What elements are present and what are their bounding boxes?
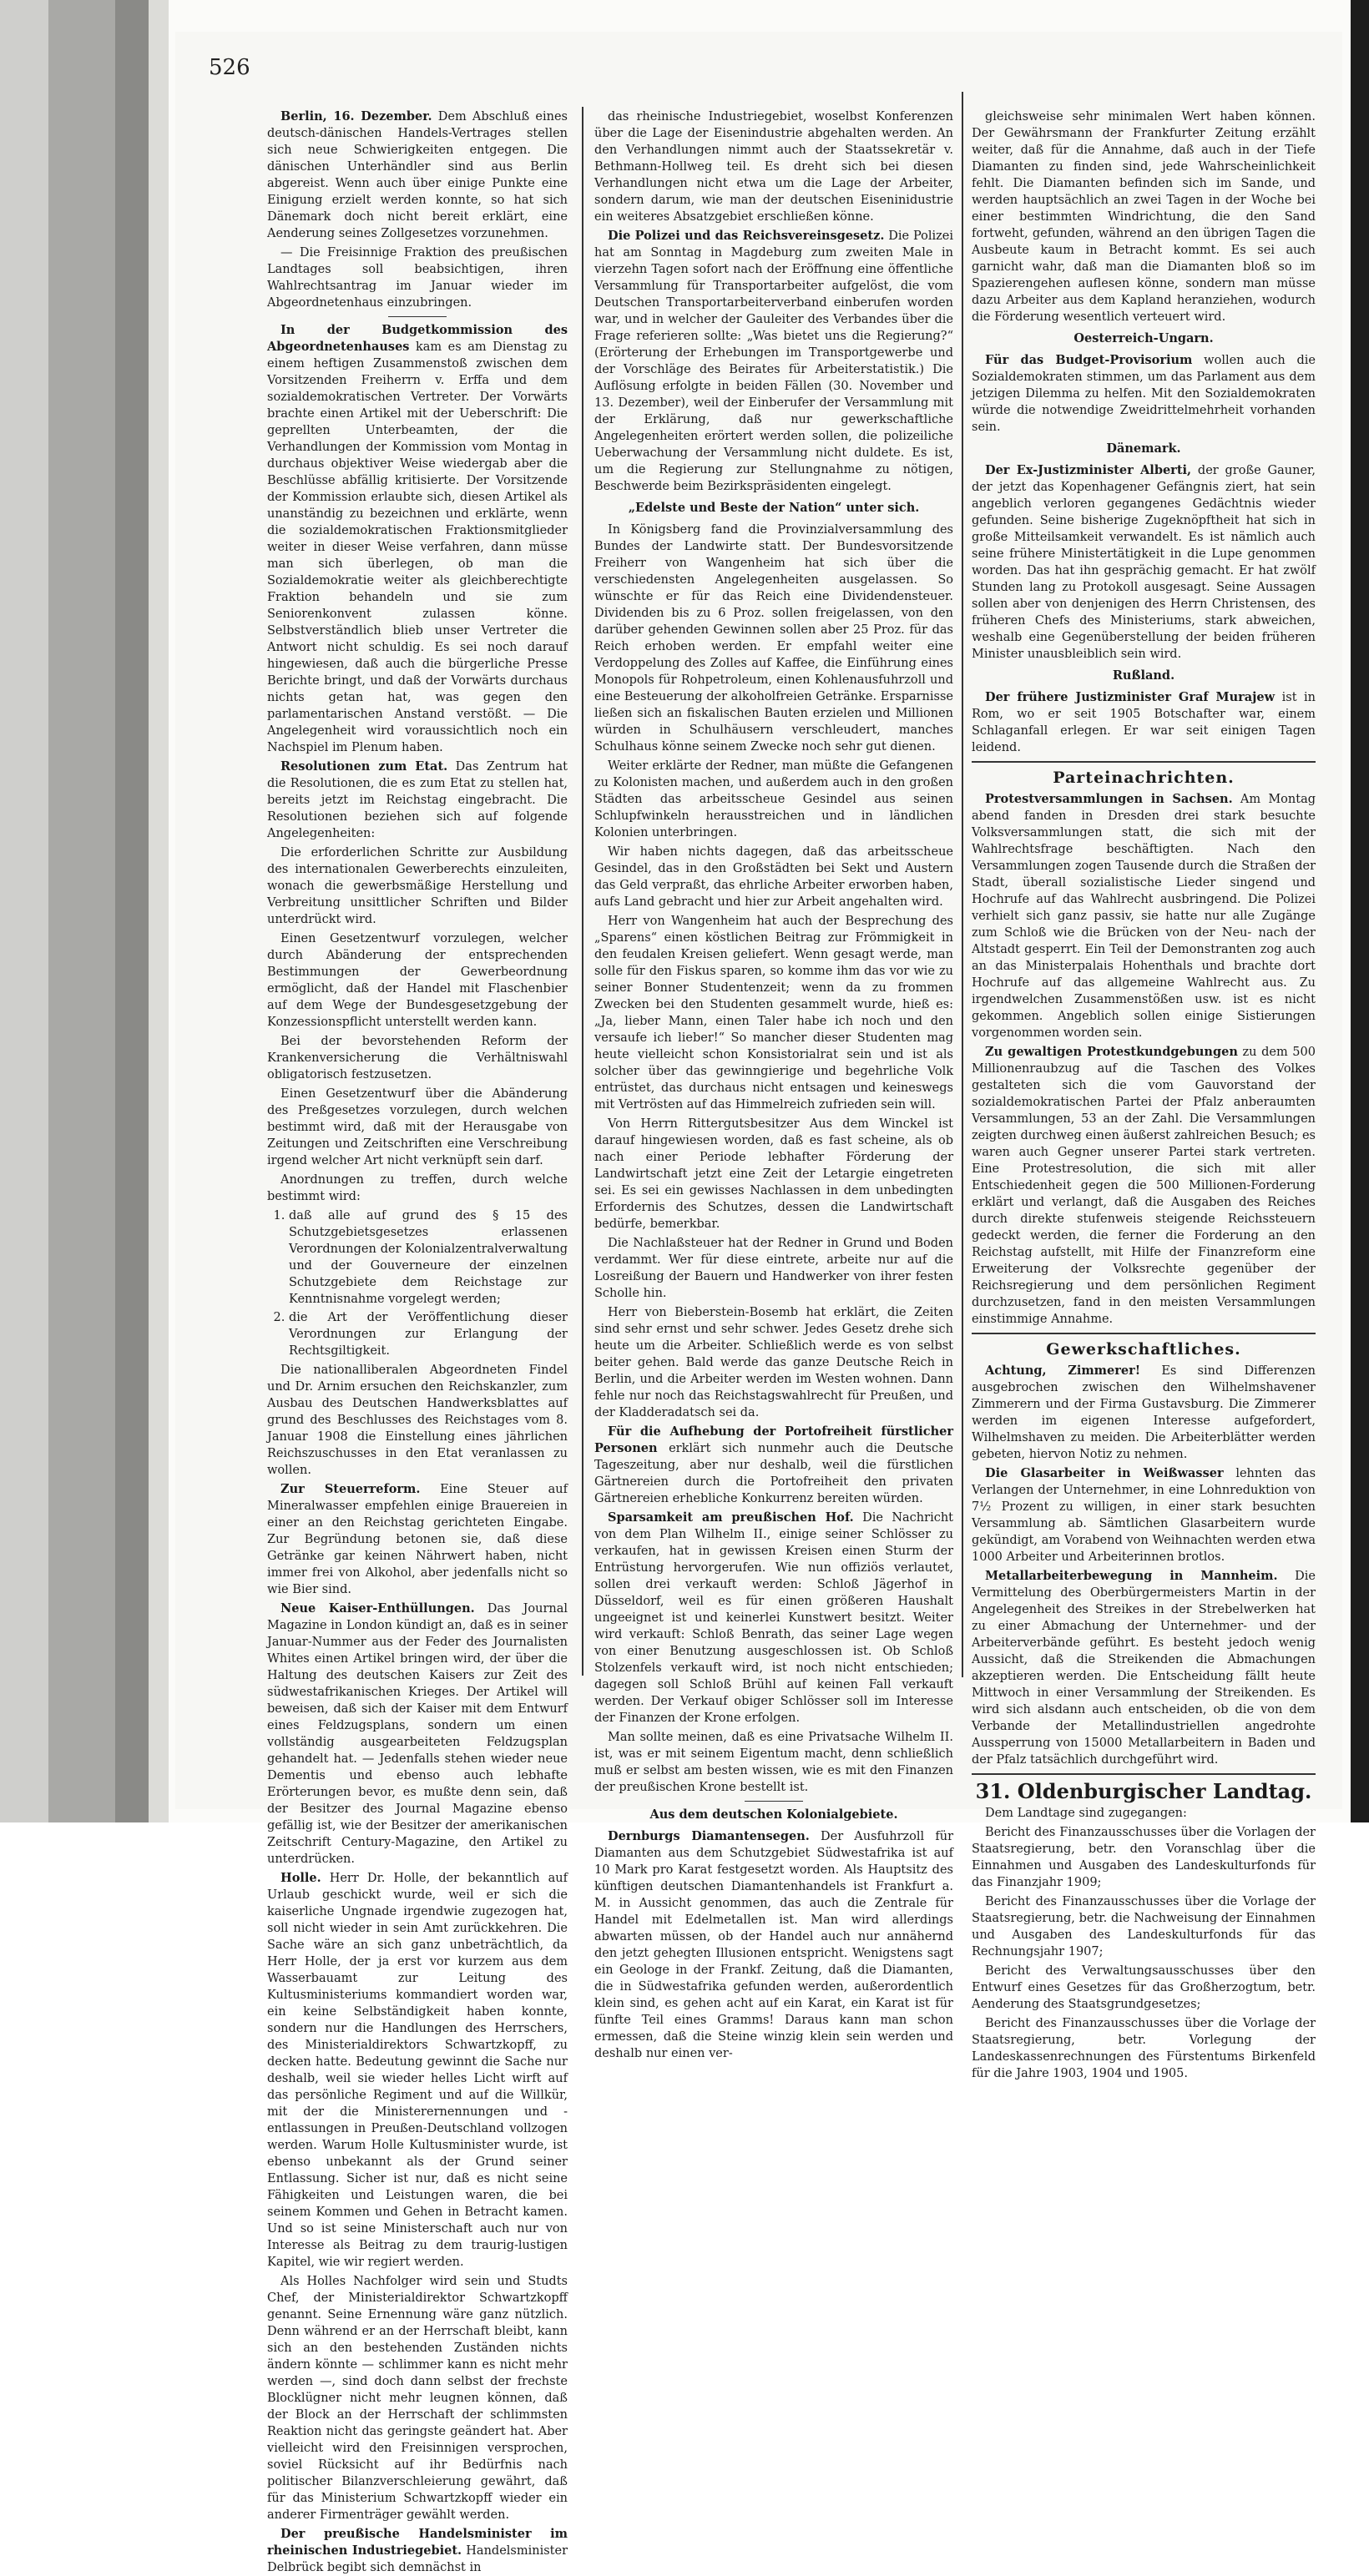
article-text: Bericht des Finanzausschusses über die Vorlage der Staatsregierung, betr. Vorlegung der Landeskassenrechnungen des Fürstentums Birkenfeld für die Jahre 1903, 1904 und 1905.: [972, 2017, 1316, 2080]
article-text: gleichsweise sehr minimalen Wert haben können. Der Gewährsmann der Frankfurter Zeitung erzählt weiter, daß für die Annahme, daß auch in der Tiefe Diamanten zu finden sind, jede Wahrscheinlichkeit fehlt. Die Diamanten befinden sich im Sande, und werden hauptsächlich an zwei Tagen in der Woche bei einer bestimmten Windrichtung, die den Sand fortweht, gefunden, während an den übrigen Tagen die Ausbeute kaum in Betracht kommt. Es sei auch garnicht wahr, daß man die Diamanten bloß so im Spazierengehen auflesen könne, sondern man müsse dazu Arbeiter aus dem Kapland heranziehen, wodurch die Förderung wesentlich verteuert wird.: [972, 110, 1316, 324]
article-heading: Resolutionen zum Etat.: [280, 759, 448, 774]
article-heading: Der frühere Justizminister Graf Murajew: [985, 690, 1276, 704]
article-heading: Holle.: [280, 1871, 321, 1885]
column-rule: [962, 92, 963, 1677]
section-rule: [972, 1333, 1316, 1334]
section-heading: Gewerkschaftliches.: [1046, 1340, 1241, 1359]
article-text: Einen Gesetzentwurf vorzulegen, welcher durch Abänderung der entsprechenden Bestimmungen der Gewerbeordnung ermöglicht, daß der Handel mit Flaschenbier auf dem Wege der Bundesgesetzgebung der Konzessionspflicht unterstellt werden kann.: [267, 932, 568, 1029]
article-text: Von Herrn Rittergutsbesitzer Aus dem Winckel ist darauf hingewiesen worden, daß es fast scheine, als ob nach einer Periode lebhafter Förderung der Landwirtschaft jetzt eine Zeit der Letargie eingetreten sei. Es sei ein gewisses Nachlassen in dem unbedingten Erfordernis des Schutzes, dessen die Landwirtschaft bedürfe, bemerkbar.: [594, 1117, 953, 1231]
article-text: In Königsberg fand die Provinzialversammlung des Bundes der Landwirte statt. Der Bundesvorsitzende Freiherr von Wangenheim hat sich über die verschiedensten Angelegenheiten ausgelassen. So wünschte er für das Reich eine Dividendensteuer. Dividenden bis zu 6 Proz. sollen freigelassen, von den darüber gehenden Gewinnen sollen aber 25 Proz. für das Reich erhoben werden. Er empfahl weiter eine Verdoppelung des Zolles auf Kaffee, die Einführung eines Monopols für Rohpetroleum, einen Kohlenausfuhrzoll und eine Besteuerung der alkoholfreien Getränke. Ersparnisse ließen sich an fiskalischen Bauten erzielen und Millionen würden in Schulhäusern verschleudert, manches Schulhaus könne seinem Zwecke noch sehr gut dienen.: [594, 523, 953, 754]
article-metallarbeiter: [972, 1568, 1316, 1768]
article-heading: Die Glasarbeiter in Weißwasser: [985, 1466, 1224, 1480]
article-protest-sachsen: [972, 791, 1316, 1041]
article-text: Anordnungen zu treffen, durch welche bestimmt wird:: [267, 1173, 568, 1203]
article-text: Das Zentrum hat die Resolutionen, die es zum Etat zu stellen hat, bereits jetzt im Reichstag eingebracht. Die Resolutionen beziehen sich auf folgende Angelegenheiten:: [267, 760, 568, 840]
article-berlin: [267, 108, 568, 242]
book-spine-edge: [0, 0, 48, 1822]
page-number: 526: [209, 55, 250, 80]
numbered-list: [267, 1207, 568, 1359]
article-text: Bericht des Verwaltungsausschusses über den Entwurf eines Gesetzes für das Großherzogtum, betr. Aenderung des Staatsgrundgesetzes;: [972, 1964, 1316, 2011]
article-text: Die nationalliberalen Abgeordneten Findel und Dr. Arnim ersuchen den Reichskanzler, zum Ausbau des Deutschen Handwerksblattes auf grund des Beschlusses des Reichstages vom 8. Januar 1908 die Einstellung eines jährlichen Reichszuschusses in den Etat veranlassen zu wollen.: [267, 1364, 568, 1477]
article-text: der große Gauner, der jetzt das Kopenhagener Gefängnis ziert, hat sein angeblich verloren gegangenes Gedächtnis wieder gefunden. Seine bisherige Zugeknöpftheit hat sich in große Mitteilsamkeit verwandelt. Es ist nämlich auch seine frühere Ministertätigkeit in die Lupe genommen worden. Das hat ihn gesprächig gemacht. Er hat zwölf Stunden lang zu Protokoll ausgesagt. Seine Aussagen sollen aber von denjenigen des Herrn Christensen, des früheren Chefs des Ministeriums, stark abweichen, weshalb eine Gegenüberstellung der beiden früheren Minister unausbleiblich sein wird.: [972, 464, 1316, 661]
article-text: Als Holles Nachfolger wird sein und Studts Chef, der Ministerialdirektor Schwartzkopff genannt. Seine Ernennung wäre ganz nützlich. Denn während er an der Herrschaft bleibt, kann sich an den bestehenden Zuständen nichts ändern könnte — schlimmer kann es nicht mehr werden —, sind doch dann selbst der frechste Blocklügner nicht mehr leugnen können, daß der Block an der Herrschaft der schlimmsten Reaktion nicht das geringste geändert hat. Aber vielleicht wird den Freisinnigen versprochen, soviel Rücksicht auf ihr Bedürfnis nach politischer Bilanzverschleierung gewährt, daß für das Ministerium Schwartzkopff wieder ein anderer Firmenträger gewählt werden.: [267, 2275, 568, 2522]
article-text: Eine Steuer auf Mineralwasser empfehlen einige Brauereien in einer an den Reichstag gerichteten Eingabe. Zur Begründung betonen sie, daß diese Getränke gar keinen Nährwert haben, nicht immer frei von Alkohol, aber jedenfalls nicht so wie Bier sind.: [267, 1483, 568, 1596]
article-heading: Sparsamkeit am preußischen Hof.: [608, 1510, 854, 1525]
article-budget: [267, 322, 568, 756]
article-budget-provisorium: [972, 352, 1316, 436]
section-heading: Dänemark.: [1106, 441, 1181, 456]
article-heading: Zur Steuerreform.: [280, 1482, 421, 1496]
article-text: Bericht des Finanzausschusses über die Vorlagen der Staatsregierung, betr. den Voranschlag über die Einnahmen und Ausgaben des Landeskulturfonds für das Finanzjahr 1909;: [972, 1826, 1316, 1889]
separator: [745, 1801, 803, 1802]
article-text: erklärt sich nunmehr auch die Deutsche Tageszeitung, aber nur deshalb, weil die fürstlichen Gärtnereien durch die Portofreiheit den privaten Gärtnereien erhebliche Konkurrenz bereiten würden.: [594, 1442, 953, 1505]
section-heading: Rußland.: [1112, 668, 1175, 683]
section-heading: Parteinachrichten.: [1053, 769, 1235, 787]
article-text: das rheinische Industriegebiet, woselbst Konferenzen über die Lage der Eisenindustrie abgehalten werden. An den Verhandlungen nimmt auch der Staatssekretär v. Bethmann-Hollweg teil. Es dreht sich bei diesen Verhandlungen nicht etwa um die Lage der Arbeiter, sondern darum, wie man der deutschen Eiseninidustrie ein weiteres Absatzgebiet erschließen könne.: [594, 110, 953, 224]
article-handelsminister: [267, 2526, 568, 2576]
article-heading: Neue Kaiser-Enthüllungen.: [280, 1601, 475, 1616]
article-text: Weiter erklärte der Redner, man müßte die Gefangenen zu Kolonisten machen, und außerdem auch in den großen Städten das arbeitsscheue Gesindel aus seinen Schlupfwinkeln herausstreichen und in ländlichen Kolonien unterbringen.: [594, 759, 953, 839]
article-text: Herr von Wangenheim hat auch der Besprechung des „Sparens“ einen köstlichen Beitrag zur Frömmigkeit in den feudalen Kreisen geliefert. Wenn gesagt werde, man solle für den Fiskus sparen, so komme ihm das vor wie zu seiner Bonner Studentenzeit; wenn da zu frommen Zwecken bei den Studenten gesammelt wurde, hieß es: „Ja, lieber Mann, einen Taler habe ich noch und den versaufe ich lieber!“ So mancher dieser Studenten mag heute vielleicht schon Konsistorialrat sein und ist als solcher über das gewinngierige und begehrliche Volk entrüstet, das durchaus nicht entsagen und keineswegs mit Vertrösten auf das Himmelreich zufrieden sein will.: [594, 915, 953, 1112]
article-text: Bericht des Finanzausschusses über die Vorlage der Staatsregierung, betr. die Nachweisung der Einnahmen und Ausgaben des Landeskulturfonds für das Rechnungsjahr 1907;: [972, 1895, 1316, 1958]
article-text: lehnten das Verlangen der Unternehmer, in eine Lohnreduktion von 7½ Prozent zu willigen, in einer stark besuchten Versammlung ab. Sämtlichen Glasarbeitern wurde gekündigt, am Vorabend von Weihnachten werden etwa 1000 Arbeiter und Arbeiterinnen brotlos.: [972, 1467, 1316, 1564]
article-text: Dem Abschluß eines deutsch-dänischen Handels-Vertrages stellen sich neue Schwierigkeiten entgegen. Die dänischen Unterhändler sind aus Berlin abgereist. Wenn auch über einige Punkte eine Einigung erzielt werden konnte, so hat sich Dänemark doch nicht bereit erklärt, eine Aenderung seines Zollgesetzes vorzunehmen.: [267, 110, 568, 240]
article-holle: [267, 1870, 568, 2271]
section-heading: Oesterreich-Ungarn.: [1073, 331, 1214, 345]
article-text: Herr von Bieberstein-Bosemb hat erklärt, die Zeiten sind sehr ernst und sehr schwer. Jedes Gesetz drehe sich heute um die Arbeiter. Schließlich werde es von selbst beiter gehen. Bald werde das ganze Deutsche Reich in Berlin, und die Arbeiter werden im Westen wohnen. Dann fehle nur noch das Reichstagswahlrecht für Preußen, und der Kladderadatsch sei da.: [594, 1306, 953, 1419]
article-heading: Protestversammlungen in Sachsen.: [985, 792, 1233, 806]
section-heading: 31. Oldenburgischer Landtag.: [975, 1779, 1312, 1803]
book-spine-shadow: [48, 0, 115, 1822]
section-rule: [972, 761, 1316, 763]
column-rule: [582, 107, 583, 1676]
article-text: Die Nachricht von dem Plan Wilhelm II., einige seiner Schlösser zu verkaufen, hat in gewissen Kreisen einen Sturm der Entrüstung hervorgerufen. Wie nun offiziös verlautet, sollen drei verkauft werden: Schloß Jägerhof in Düsseldorf, weil es für einen größeren Haushalt ungeeignet ist und keinerlei Kunstwert besitzt. Weiter wird verkauft: Schloß Benrath, das seiner Lage wegen von einer Benutzung ausgeschlossen ist. Ob Schloß Stolzenfels verkauft wird, ist noch nicht entschieden; dagegen soll Schloß Brühl auf keinen Fall verkauft werden. Der Verkauf obiger Schlösser soll im Interesse der Finanzen der Krone erfolgen.: [594, 1511, 953, 1725]
article-text: Das Journal Magazine in London kündigt an, daß es in seiner Januar-Nummer aus der Feder des Journalisten Whites einen Artikel bringen wird, der über die Haltung des deutschen Kaisers zur Zeit des südwestafrikanischen Krieges. Der Artikel will beweisen, daß sich der Kaiser mit dem Entwurf eines Feldzugsplans, sondern um einen vollständig ausgearbeiteten Feldzugsplan gehandelt hat. — Jedenfalls stehen wieder neue Dementis und ebenso auch lebhafte Erörterungen bevor, es mußte denn sein, daß der Besitzer des Journal Magazine ebenso gefällig ist, wie der Besitzer der amerikanischen Zeitschrift Century-Magazine, den Artikel zu unterdrücken.: [267, 1602, 568, 1866]
article-porto: [594, 1424, 953, 1507]
article-text: Wir haben nichts dagegen, daß das arbeitsscheue Gesindel, das in den Großstädten bei Sekt und Austern das Geld verpraßt, das ehrliche Arbeiter erworben haben, aufs Land gebracht und hier zur Arbeit angehalten wird.: [594, 845, 953, 909]
article-steuer: [267, 1481, 568, 1598]
article-heading: Berlin, 16. Dezember.: [280, 109, 432, 124]
article-text: — Die Freisinnige Fraktion des preußischen Landtages soll beabsichtigen, ihren Wahlrechtsantrag im Januar wieder im Abgeordnetenhaus einzubringen.: [267, 246, 568, 310]
article-heading: Der Ex-Justizminister Alberti,: [985, 463, 1192, 477]
article-text: Die Polizei hat am Sonntag in Magdeburg zum zweiten Male in vierzehn Tagen sofort nach der Eröffnung eine öffentliche Versammlung für Transportarbeiter aufgelöst, die vom Deutschen Transportarbeiterverband einberufen worden war, und in welcher der Gauleiter des Verbandes über die Frage referieren sollte: „Was bietet uns die Regierung?“ (Erörterung der Erhebungen im Transportgewerbe und der Vorschläge des Beirates für Arbeiterstatistik.) Die Auflösung erfolgte in beiden Fällen (30. November und 13. Dezember), weil der Einberufer der Versammlung mit der Erklärung, daß nur gewerkschaftliche Angelegenheiten erörtert werden sollen, die polizeiliche Ueberwachung der Versammlung nicht duldete. Es ist, um die Regierung zur Stellungnahme zu nötigen, Beschwerde beim Bezirkspräsidenten eingelegt.: [594, 229, 954, 493]
article-text: zu dem 500 Millionenraubzug auf die Taschen des Volkes gestalteten sich die vom Gauvorstand der sozialdemokratischen Partei der Pfalz anberaumten Versammlungen, 53 an der Zahl. Die Versammlungen zeigten durchweg einen äußerst zahlreichen Besuch; es waren auch Gegner unserer Partei stark vertreten. Eine Protestresolution, die sich mit aller Entschiedenheit gegen die 500 Millionen-Forderung erklärt und verlangt, daß die Ausgaben des Reiches durch direkte stufenweis steigende Reichssteuern gedeckt werden, die ferner die Forderung an den Reichstag aufstellt, mit Hilfe der Finanzreform eine Erweiterung der Volksrechte gegenüber der Reichsregierung und dem persönlichen Regiment durchzusetzen, fand in den meisten Versammlungen einstimmige Annahme.: [972, 1046, 1316, 1326]
article-heading: Achtung, Zimmerer!: [985, 1364, 1141, 1378]
article-text: Man sollte meinen, daß es eine Privatsache Wilhelm II. ist, was er mit seinem Eigentum macht, denn schließlich muß er selbst am besten wissen, wie es mit den Finanzen der preußischen Krone bestellt ist.: [594, 1731, 953, 1794]
article-sparsamkeit: [594, 1510, 953, 1727]
article-murajew: [972, 689, 1316, 756]
article-heading: Die Polizei und das Reichsvereinsgesetz.: [608, 229, 885, 243]
column-1: [267, 108, 568, 2574]
list-item: 1. daß alle auf grund des § 15 des Schutzgebietsgesetzes erlassenen Verordnungen der Kolonialzentralverwaltung und der Gouverneure der einzelnen Schutzgebiete dem Reichstage zur Kenntnisnahme vorgelegt werden;: [289, 1207, 568, 1308]
article-protest-pfalz: [972, 1044, 1316, 1328]
article-polizei: [594, 228, 953, 495]
book-spine-gutter: [115, 0, 149, 1822]
section-rule: [972, 1773, 1316, 1775]
article-zimmerer: [972, 1363, 1316, 1463]
article-heading: „Edelste und Beste der Nation“ unter sich.: [628, 501, 920, 515]
article-heading: Metallarbeiterbewegung in Mannheim.: [985, 1569, 1278, 1583]
article-text: ist in Rom, wo er seit 1905 Botschafter war, einem Schlaganfall erlegen. Er war seit einigen Tagen leidend.: [972, 691, 1316, 754]
article-text: Der Ausfuhrzoll für Diamanten aus dem Schutzgebiet Südwestafrika ist auf 10 Mark pro Karat festgesetzt worden. Als Hauptsitz des künftigen deutschen Diamantenhandels ist Frankfurt a. M. in Aussicht genommen, das auch die Zentrale für Handel mit Edelmetallen ist. Man wird allerdings abwarten müssen, ob der Handel auch nur annähernd den jetzt gehegten Illusionen entspricht. Wenigstens sagt ein Geologe in der Frankf. Zeitung, daß die Diamanten, die in Südwestafrika gefunden werden, außerordentlich klein sind, es gehen acht auf ein Karat, ein Karat ist für fünfte Teil eines Gramms! Daraus kann man schon ermessen, daß die Steine winzig klein sein werden und deshalb nur einen ver-: [594, 1830, 953, 2060]
article-text: Es sind Differenzen ausgebrochen zwischen den Wilhelmshavener Zimmerern und der Firma Gustavsburg. Die Zimmerer werden im eigenen Interesse aufgefordert, Wilhelmshaven zu meiden. Die Arbeiterblätter werden gebeten, hiervon Notiz zu nehmen.: [972, 1364, 1316, 1461]
article-heading: Für das Budget-Provisorium: [985, 353, 1193, 367]
article-text: Die Vermittelung des Oberbürgermeisters Martin in der Angelegenheit des Streikes in der Strebelwerken hat zu einer Abmachung der Unternehmer- und der Arbeiterverbände geführt. Es besteht jedoch wenig Aussicht, daß die Streikenden die Abmachungen akzeptieren werden. Die Entscheidung fällt heute Mittwoch in einer Versammlung der Streikenden. Es wird sich alsdann auch entscheiden, ob die von dem Verbande der Metallindustriellen angedrohte Aussperrung von 15000 Metallarbeitern in Baden und der Pfalz tatsächlich durchgeführt wird.: [972, 1570, 1316, 1767]
article-text: Dem Landtage sind zugegangen:: [985, 1807, 1187, 1820]
article-heading: Für die Aufhebung der Portofreiheit fürstlicher Personen: [594, 1424, 953, 1455]
list-item: 2. die Art der Veröffentlichung dieser Verordnungen zur Erlangung der Rechtsgiltigkeit.: [289, 1309, 568, 1359]
article-text: Die Nachlaßsteuer hat der Redner in Grund und Boden verdammt. Wer für diese eintrete, arbeite nur auf die Losreißung der Bauern und Handwerker von ihrer festen Scholle hin.: [594, 1237, 953, 1300]
article-alberti: [972, 462, 1316, 663]
article-resolutions: [267, 759, 568, 842]
column-3: [972, 108, 1316, 2080]
article-text: wollen auch die Sozialdemokraten stimmen, um das Parlament aus dem jetzigen Dilemma zu helfen. Mit den Sozialdemokraten würde die notwendige Zweidrittelmehrheit vorhanden sein.: [972, 354, 1316, 434]
article-text: kam es am Dienstag zu einem heftigen Zusammenstoß zwischen dem Vorsitzenden Freiherrn v. Erffa und dem sozialdemokratischen Vertreter. Der Vorwärts brachte einen Artikel mit der Ueberschrift: Die geprellten Unterbeamten, der die Verhandlungen der Kommission vom Montag in durchaus objektiver Weise wiedergab aber die Beschlüsse abfällig kritisierte. Der Vorsitzende der Kommission erlaubte sich, diesen Artikel als unanständig zu bezeichnen und erklärte, wenn die sozialdemokratischen Fraktionsmitglieder weiter in dieser Weise verfahren, dann müsse man sich überlegen, ob man die Sozialdemokratie weiter als gleichberechtigte Fraktion behandeln und sie zum Seniorenkonvent zulassen könne. Selbstverständlich blieb unser Vertreter die Antwort nicht schuldig. Es sei noch darauf hingewiesen, daß auch die bürgerliche Presse Berichte bringt, und daß der Vorwärts durchaus nichts getan hat, was gegen den parlamentarischen Anstand verstößt. — Die Angelegenheit wird voraussichtlich noch ein Nachspiel im Plenum haben.: [267, 340, 568, 754]
book-page-stack: [149, 0, 169, 1822]
article-text: Bei der bevorstehenden Reform der Krankenversicherung die Verhältniswahl obligatorisch festzusetzen.: [267, 1035, 568, 1081]
section-heading: Aus dem deutschen Kolonialgebiete.: [649, 1807, 898, 1822]
article-text: Herr Dr. Holle, der bekanntlich auf Urlaub geschickt wurde, weil er sich die kaiserliche Ungnade irgendwie zugezogen hat, soll nicht wieder in sein Amt zurückkehren. Die Sache wäre an sich ganz unbeträchtlich, da Herr Holle, der ja erst vor kurzem aus dem Wasserbauamt zur Leitung des Kultusministeriums kommandiert worden war, ein keine Selbständigkeit haben konnte, sondern nur die Handlungen des Herrschers, des Ministerialdirektors Schwartzkopff, zu decken hatte. Bedeutung gewinnt die Sache nur deshalb, weil sie wieder helles Licht wirft auf das persönliche Regiment und auf die Willkür, mit der die Ministerernennungen und -entlassungen in Preußen-Deutschland vollzogen werden. Warum Holle Kultusminister wurde, ist ebenso unbekannt als der Grund seiner Entlassung. Sicher ist nur, daß es nicht seine Fähigkeiten und Leistungen waren, die bei seinem Kommen und Gehen in Betracht kamen. Und so ist seine Ministerschaft auch nur von Interesse als Beitrag zu dem traurig-lustigen Kapitel, wie wir regiert werden.: [267, 1872, 568, 2269]
article-heading: In der Budgetkommission des Abgeordnetenhauses: [267, 323, 568, 354]
article-kaiser: [267, 1601, 568, 1868]
article-text: Einen Gesetzentwurf über die Abänderung des Preßgesetzes vorzulegen, durch welchen bestimmt wird, daß mit der Herausgabe von Zeitungen und Zeitschriften eine Verschreibung irgend welcher Art nicht verknüpft sein darf.: [267, 1087, 568, 1167]
article-text: Die erforderlichen Schritte zur Ausbildung des internationalen Gewerberechts einzuleiten, wonach die gewerbsmäßige Herstellung und Verbreitung unsittlicher Schriften und Bilder unterdrückt wird.: [267, 846, 568, 926]
article-glasarbeiter: [972, 1465, 1316, 1565]
article-dernburg: [594, 1828, 953, 2062]
article-text: Handelsminister Delbrück begibt sich demnächst in: [267, 2544, 568, 2574]
article-text: Am Montag abend fanden in Dresden drei stark besuchte Volksversammlungen statt, die sich mit der Wahlrechtsfrage beschäftigten. Nach den Versammlungen zogen Tausende durch die Straßen der Stadt, überall sozialistische Lieder singend und Hochrufe auf das Wahlrecht ausbringend. Die Polizei verhielt sich ganz passiv, sie hatte nur alle Zugänge zum Schloß wie die Brücken von der Neu- nach der Altstadt gesperrt. Ein Teil der Demonstranten zog auch an das Ministerpalais Hohenthals und brachte dort Hochrufe auf das allgemeine Wahlrecht aus. Zu irgendwelchen Zusammenstößen usw. ist es nicht gekommen. Angeblich sollen einige Sistierungen vorgenommen worden sein.: [972, 793, 1316, 1040]
column-2: [594, 108, 954, 2060]
separator: [388, 316, 447, 317]
article-heading: Dernburgs Diamantensegen.: [608, 1829, 810, 1843]
article-heading: Zu gewaltigen Protestkundgebungen: [985, 1045, 1238, 1059]
right-page-edge: [1351, 0, 1369, 1822]
article-heading: Der preußische Handelsminister im rheinischen Industriegebiet.: [267, 2527, 568, 2558]
